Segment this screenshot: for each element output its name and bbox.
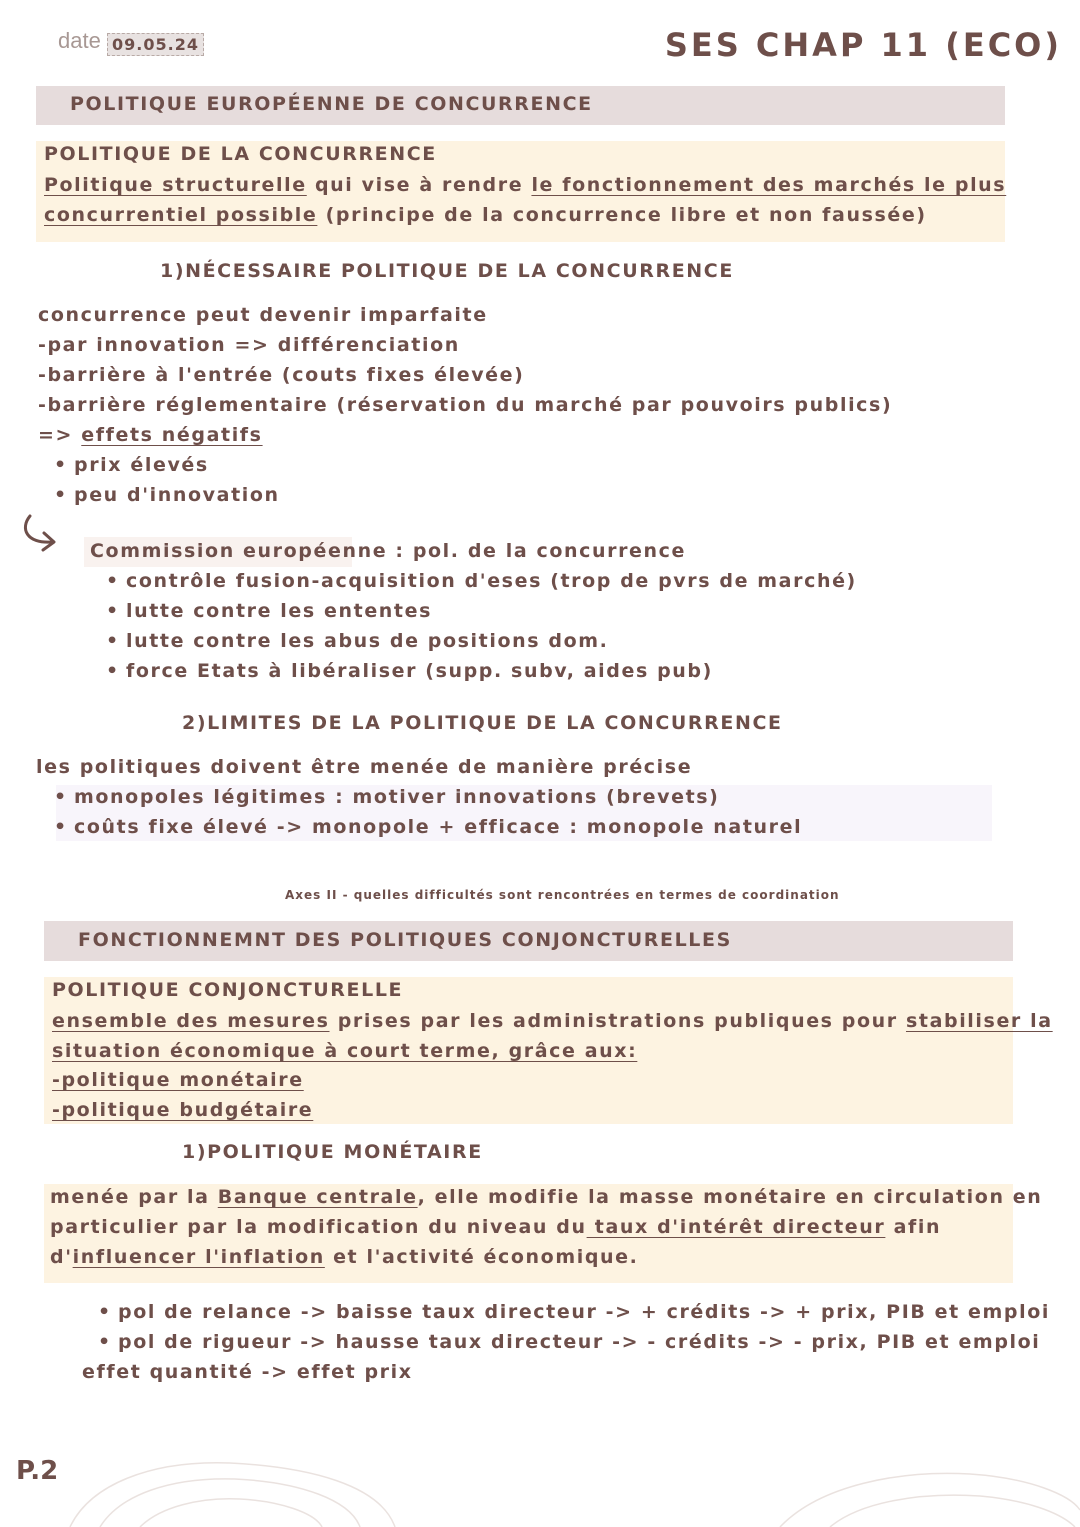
list-item: • lutte contre les abus de positions dom. [126,630,608,652]
monetary-line [50,1246,638,1268]
effects-label: effets négatifs [81,424,263,446]
effects-line [38,424,263,446]
definition-title: POLITIQUE CONJONCTURELLE [52,979,404,1001]
date-value: 09.05.24 [107,33,204,56]
subsection-title: 2)LIMITES DE LA POLITIQUE DE LA CONCURRENCE [182,712,783,734]
body-line: -barrière à l'entrée (couts fixes élevée) [38,364,525,386]
decorative-contour-right [770,1460,1080,1527]
list-item: • contrôle fusion-acquisition d'eses (trop de pvrs de marché) [126,570,857,592]
highlight-text: stabiliser la [905,1010,1053,1032]
body-text: : pol. de la concurrence [387,540,686,562]
date-label: date [58,28,101,53]
body-line: -par innovation => différenciation [38,334,460,356]
definition-title: POLITIQUE DE LA CONCURRENCE [44,143,437,165]
list-item: • coûts fixe élevé -> monopole + efficace : monopole naturel [74,816,802,838]
body-text: prises par les administrations publiques pour [329,1010,906,1032]
monetary-line [50,1186,1042,1208]
curved-arrow-icon [18,512,72,556]
commission-label: Commission européenne [90,540,388,562]
list-item: • lutte contre les ententes [126,600,432,622]
arrow-text: => [38,424,82,446]
decorative-contour-left [60,1455,400,1527]
definition-line [52,1010,1053,1032]
body-text: particulier par la modification du niveau du [50,1216,587,1238]
commission-line [90,540,686,562]
section-title: FONCTIONNEMNT DES POLITIQUES CONJONCTURELLES [78,929,732,951]
list-item: • monopoles légitimes : motiver innovations (brevets) [74,786,719,808]
body-line: effet quantité -> effet prix [82,1361,413,1383]
section-title: POLITIQUE EUROPÉENNE DE CONCURRENCE [70,93,593,115]
definition-line [44,174,1006,196]
body-line: les politiques doivent être menée de manière précise [36,756,693,778]
definition-line: -politique monétaire [52,1069,304,1091]
definition-line: -politique budgétaire [52,1099,314,1121]
highlight-text: taux d'intérêt directeur [586,1216,886,1238]
list-item: • pol de rigueur -> hausse taux directeur -> - crédits -> - prix, PIB et emploi [118,1331,1040,1353]
highlight-text: concurrentiel possible [44,204,318,226]
subsection-title: 1)POLITIQUE MONÉTAIRE [182,1141,483,1163]
page-number: P.2 [16,1456,59,1486]
list-item: • force Etats à libéraliser (supp. subv, aides pub) [126,660,713,682]
body-line: concurrence peut devenir imparfaite [38,304,488,326]
page-title: SES CHAP 11 (ECO) [664,26,1062,64]
definition-line [44,204,927,226]
axes-note: Axes II - quelles difficultés sont rencontrées en termes de coordination [285,888,840,902]
definition-line: situation économique à court terme, grâce aux: [52,1040,638,1062]
monetary-line [50,1216,941,1238]
highlight-text: ensemble des mesures [52,1010,330,1032]
body-line: -barrière réglementaire (réservation du marché par pouvoirs publics) [38,394,893,416]
highlight-text: le fonctionnement des marchés le plus [531,174,1007,196]
body-text: qui vise à rendre [306,174,532,196]
list-item: • pol de relance -> baisse taux directeur -> + crédits -> + prix, PIB et emploi [118,1301,1050,1323]
highlight-text: Politique structurelle [44,174,307,196]
list-item: • prix élevés [74,454,209,476]
subsection-title: 1)NÉCESSAIRE POLITIQUE DE LA CONCURRENCE [160,260,734,282]
body-text: d' [50,1246,73,1268]
body-text: et l'activité économique. [324,1246,639,1268]
list-item: • peu d'innovation [74,484,280,506]
body-text: menée par la [50,1186,218,1208]
body-text: , elle modifie la masse monétaire en circulation en [417,1186,1043,1208]
body-text: afin [885,1216,942,1238]
highlight-text: influencer l'inflation [72,1246,325,1268]
highlight-text: Banque centrale [217,1186,418,1208]
body-text: (principe de la concurrence libre et non faussée) [317,204,927,226]
